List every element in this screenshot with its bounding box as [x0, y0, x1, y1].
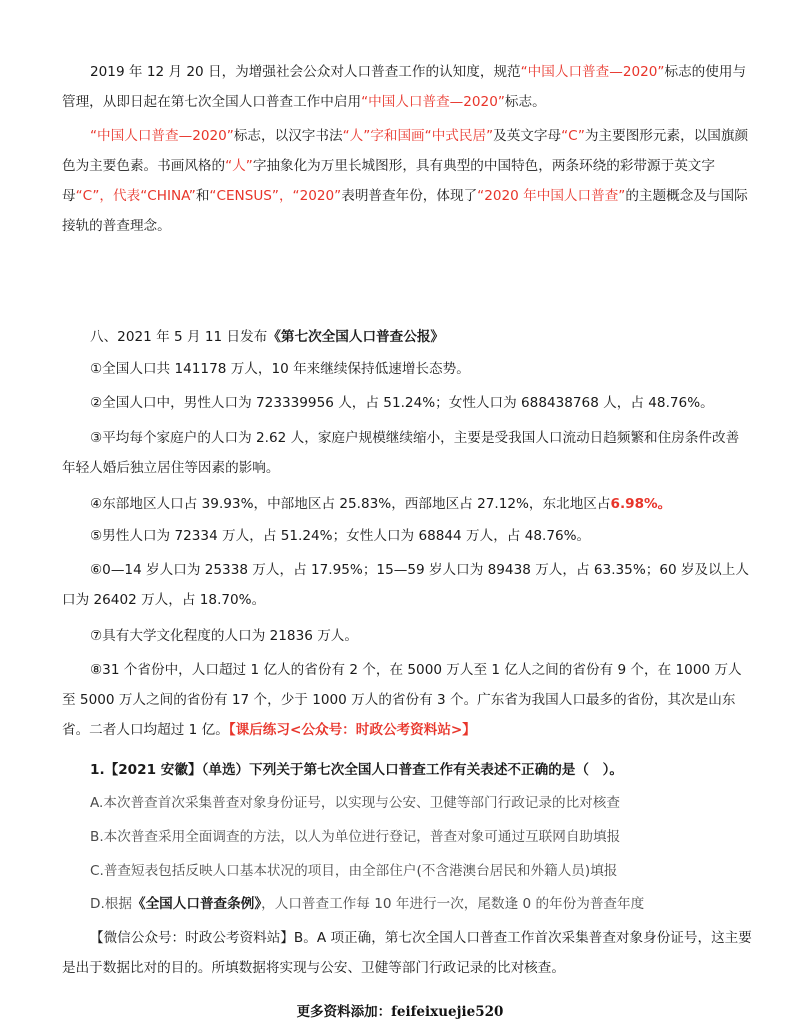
- list-item: ⑧31 个省份中，人口超过 1 亿人的省份有 2 个，在 5000 万人至 1 亿人之间的省份有 9 个，在 1000 万人至 5000 万人之间的省份有 17 个，少于 1000 万人的省份有 3 个。广东省为我国人口最多的省份，其次是山东省。二者人口均超过 1 亿。【课后练习<公众号：时政公考资料站>】: [62, 662, 742, 738]
- option-c: C.普查短表包括反映人口基本状况的项目，由全部住户(不含港澳台居民和外籍人员)填报: [90, 863, 618, 879]
- list-item: ⑤男性人口为 72334 万人，占 51.24%；女性人口为 68844 万人，占 48.76%。: [90, 528, 591, 544]
- footer-contact: 更多资料添加：feifeixuejie520: [296, 1004, 504, 1020]
- list-item: ②全国人口中，男性人口为 723339956 人，占 51.24%；女性人口为 688438768 人，占 48.76%。: [90, 395, 714, 411]
- paragraph-logo-intro: 2019 年 12 月 20 日，为增强社会公众对人口普查工作的认知度，规范“中国人口普查—2020”标志的使用与管理，从即日起在第七次全国人口普查工作中启用“中国人口普查—2020”标志。: [62, 64, 747, 110]
- paragraph-logo-description: “中国人口普查—2020”标志，以汉字书法“人”字和国画“中式民居”及英文字母“C”为主要图形元素，以国旗颜色为主要色素。书画风格的“人”字抽象化为万里长城图形，具有典型的中国特色，两条环绕的彩带源于英文字母“C”，代表“CHINA”和“CENSUS”，“2020”表明普查年份，体现了“2020 年中国人口普查”的主题概念及与国际接轨的普查理念。: [62, 128, 749, 234]
- list-item: ③平均每个家庭户的人口为 2.62 人，家庭户规模继续缩小，主要是受我国人口流动日趋频繁和住房条件改善年轻人婚后独立居住等因素的影响。: [62, 430, 740, 476]
- section-heading: 八、2021 年 5 月 11 日发布《第七次全国人口普查公报》: [90, 329, 445, 345]
- list-item: ①全国人口共 141178 万人，10 年来继续保持低速增长态势。: [90, 361, 470, 377]
- list-item: ④东部地区人口占 39.93%，中部地区占 25.83%，西部地区占 27.12%，东北地区占6.98%。: [90, 496, 672, 512]
- option-b: B.本次普查采用全面调查的方法，以人为单位进行登记，普查对象可通过互联网自助填报: [90, 829, 621, 845]
- list-item: ⑥0—14 岁人口为 25338 万人，占 17.95%；15—59 岁人口为 89438 万人，占 63.35%；60 岁及以上人口为 26402 万人，占 18.70%。: [62, 562, 749, 608]
- question-title: 1.【2021 安徽】（单选）下列关于第七次全国人口普查工作有关表述不正确的是（ ）。: [90, 762, 623, 778]
- option-a: A.本次普查首次采集普查对象身份证号，以实现与公安、卫健等部门行政记录的比对核查: [90, 795, 620, 811]
- option-d: D.根据《全国人口普查条例》，人口普查工作每 10 年进行一次，尾数逢 0 的年份为普查年度: [90, 896, 645, 912]
- list-item: ⑦具有大学文化程度的人口为 21836 万人。: [90, 628, 358, 644]
- answer-explanation: 【微信公众号：时政公考资料站】B。A 项正确，第七次全国人口普查工作首次采集普查对象身份证号，这主要是出于数据比对的目的。所填数据将实现与公安、卫健等部门行政记录的比对核查。: [62, 930, 752, 976]
